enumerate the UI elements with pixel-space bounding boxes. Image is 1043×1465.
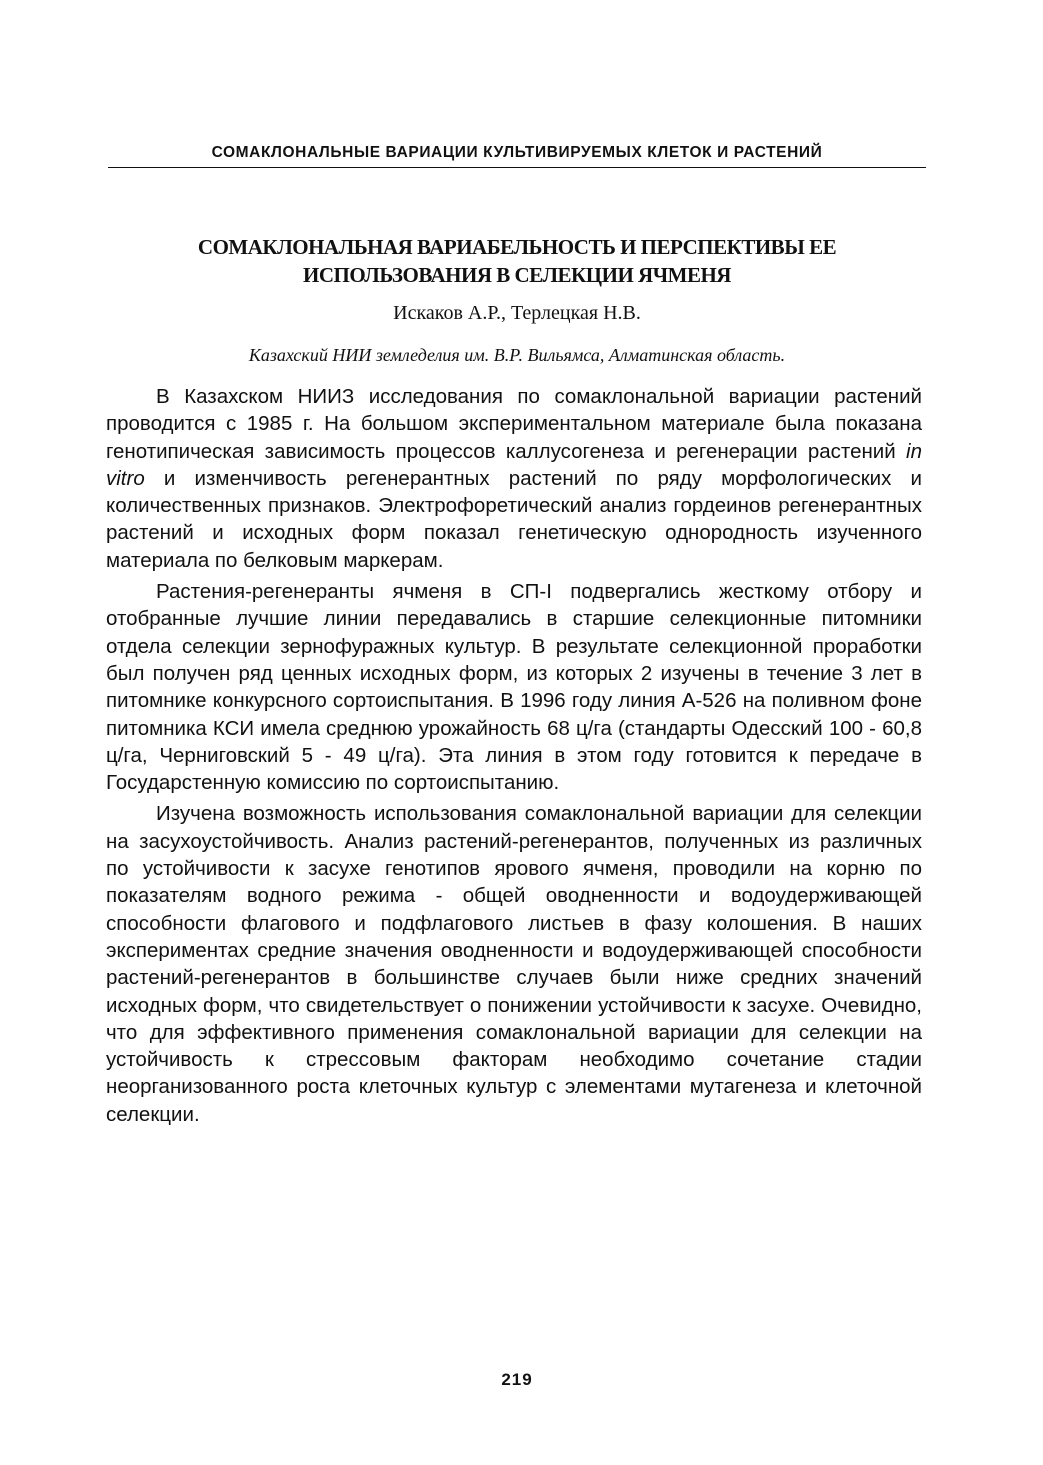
article-title	[108, 233, 926, 289]
affiliation: Казахский НИИ земледелия им. В.Р. Вильямса, Алматинская область.	[248, 345, 786, 365]
paragraph-1-part-1: В Казахском НИИЗ исследования по сомаклональной вариации растений проводится с 1985 г. На большом экспериментальном материале была показана генотипическая зависимость процессов каллусогенеза и регенерации растений	[106, 385, 922, 463]
paragraph-1-italic: in vitro	[106, 439, 922, 490]
header-rule	[108, 167, 926, 168]
paragraph-2: Растения-регенеранты ячменя в СП-I подвергались жесткому отбору и отобранные лучшие линии передавались в старшие селекционные питомники отдела селекции зернофуражных культур. В результате селекционной проработки был получен ряд ценных исходных форм, из которых 2 изучены в течение 3 лет в питомнике конкурсного сортоиспытания. В 1996 году линия А-526 на поливном фоне питомника КСИ имела среднюю урожайность 68 ц/га (стандарты Одесский 100 - 60,8 ц/га, Черниговский 5 - 49 ц/га). Эта линия в этом году готовится к передаче в Государстенную комиссию по сортоиспытанию.	[106, 580, 922, 795]
running-header: СОМАКЛОНАЛЬНЫЕ ВАРИАЦИИ КУЛЬТИВИРУЕМЫХ КЛЕТОК И РАСТЕНИЙ	[211, 144, 823, 161]
title-line-2: ИСПОЛЬЗОВАНИЯ В СЕЛЕКЦИИ ЯЧМЕНЯ	[303, 263, 731, 287]
authors: Искаков А.Р., Терлецкая Н.В.	[393, 302, 641, 324]
title-line-1: СОМАКЛОНАЛЬНАЯ ВАРИАБЕЛЬНОСТЬ И ПЕРСПЕКТИВЫ ЕЕ	[197, 235, 837, 259]
paragraph-3: Изучена возможность использования сомаклональной вариации для селекции на засухоустойчивость. Анализ растений-регенерантов, полученных из различных по устойчивости к засухе генотипов ярового ячменя, проводили на корню по показателям водного режима - общей оводненности и водоудерживающей способности флагового и подфлагового листьев в фазу колошения. В наших экспериментах средние значения оводненности и водоудерживающей способности растений-регенерантов в большинстве случаев были ниже средних значений исходных форм, что свидетельствует о понижении устойчивости к засухе. Очевидно, что для эффективного применения сомаклональной вариации для селекции на устойчивость к стрессовым факторам необходимо сочетание стадии неорганизованного роста клеточных культур с элементами мутагенеза и клеточной селекции.	[106, 802, 922, 1126]
paragraph-1-part-2: и изменчивость регенерантных растений по ряду морфологических и количественных признаков. Электрофоретический анализ гордеинов регенерантных растений и исходных форм показал генетическую однородность изученного материала по белковым маркерам.	[106, 466, 922, 572]
body-text	[106, 383, 922, 1132]
page-number: 219	[501, 1370, 533, 1389]
paragraph-1	[106, 383, 922, 574]
